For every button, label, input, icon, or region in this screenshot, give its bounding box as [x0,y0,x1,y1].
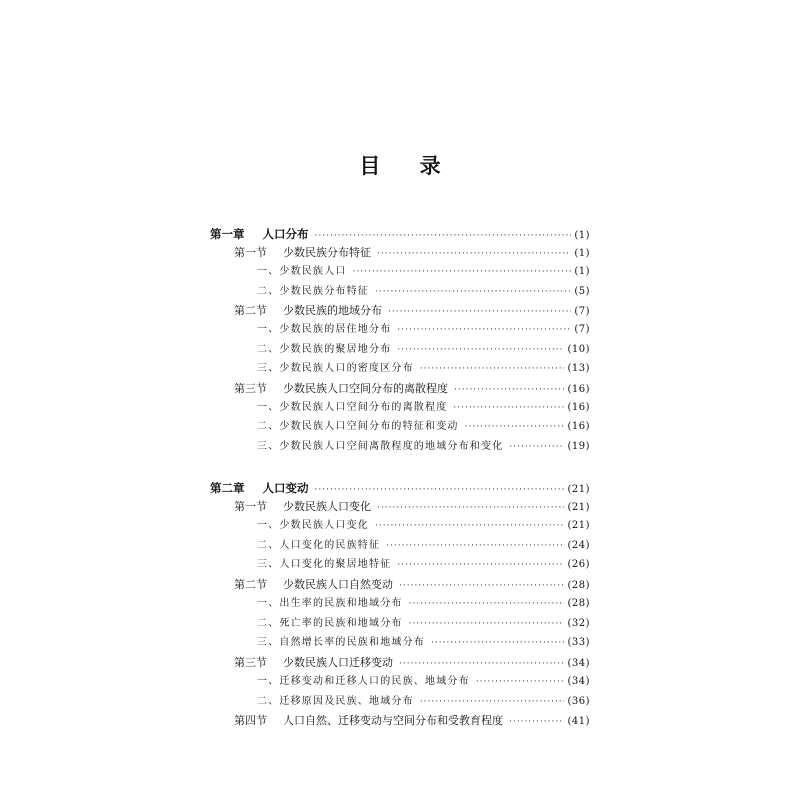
item-title: 一、少数民族的居住地分布 [257,324,392,335]
page-number: (34) [567,676,590,687]
page-number: (16) [567,402,590,413]
item-title: 二、少数民族的聚居地分布 [257,344,392,355]
leader-dots [375,283,571,301]
section-number: 第一节 [234,500,267,513]
item-title: 一、少数民族人口变化 [257,520,369,531]
item-title: 二、死亡率的民族和地域分布 [257,618,403,629]
page-number: (28) [567,580,590,591]
page-number: (24) [567,540,590,551]
section-number: 第二节 [234,578,267,591]
page-number: (21) [567,520,590,531]
chapter-number: 第二章 [210,481,245,495]
item-title: 二、迁移原因及民族、地域分布 [257,696,414,707]
page-number: (26) [567,559,590,570]
leader-dots [509,438,564,456]
leader-dots [397,341,564,359]
toc-item [257,360,590,378]
page-number: (16) [567,421,590,432]
page-number: (1) [574,248,590,259]
item-title: 三、少数民族人口的密度区分布 [257,363,414,374]
toc-section [234,712,590,730]
leader-dots [315,227,572,243]
leader-dots [420,360,565,378]
page-number: (21) [567,502,590,513]
page-number: (16) [567,384,590,395]
section-title: 少数民族分布特征 [283,246,371,259]
toc-chapter [210,225,590,243]
leader-dots [409,595,565,613]
toc-item [257,634,590,652]
toc-entry-label [234,712,503,730]
leader-dots [375,517,564,535]
leader-dots [454,381,564,398]
leader-dots [399,655,564,672]
page-number: (1) [574,230,590,241]
toc-entry-label [234,498,371,516]
page-number: (33) [567,637,590,648]
toc-item [257,517,590,535]
leader-dots [509,713,564,730]
leader-dots [453,399,564,417]
page-number: (28) [567,598,590,609]
leader-dots [420,693,565,711]
leader-dots [409,615,565,633]
section-number: 第三节 [234,656,267,669]
toc-entry-label [234,380,448,398]
page-title: 目 录 [359,153,457,178]
toc-item [257,556,590,574]
toc-item [257,615,590,633]
leader-dots [397,321,571,339]
toc-item [257,595,590,613]
leader-dots [386,537,564,555]
toc-item [257,438,590,456]
toc-item [257,537,590,555]
toc-chapter [210,479,590,497]
page-number: (41) [567,716,590,727]
section-title: 少数民族人口迁移变动 [283,656,393,669]
leader-dots [315,481,565,497]
toc-entry-label [210,479,309,497]
toc-item [257,341,590,359]
toc-item [257,321,590,339]
section-title: 少数民族人口空间分布的离散程度 [283,382,448,395]
toc-section [234,576,590,594]
toc-item [257,263,590,281]
toc-entry-label [234,576,393,594]
page-number: (19) [567,441,590,452]
item-title: 三、少数民族人口空间离散程度的地域分布和变化 [257,441,504,452]
leader-dots [397,556,564,574]
section-title: 少数民族的地域分布 [283,304,382,317]
leader-dots [476,673,565,691]
section-number: 第三节 [234,382,267,395]
section-title: 人口自然、迁移变动与空间分布和受教育程度 [283,714,503,727]
page-number: (34) [567,658,590,669]
leader-dots [377,499,564,516]
section-number: 第二节 [234,304,267,317]
toc-item [257,418,590,436]
chapter-title: 人口变动 [262,481,309,495]
toc-entry-label [234,244,371,262]
toc-item [257,673,590,691]
page-number: (32) [567,618,590,629]
leader-dots [377,245,571,262]
toc-section [234,498,590,516]
page-number: (13) [567,363,590,374]
page-number: (7) [574,324,590,335]
page-number: (21) [567,484,590,495]
leader-dots [465,418,565,436]
item-title: 二、少数民族人口空间分布的特征和变动 [257,421,459,432]
section-title: 少数民族人口变化 [283,500,371,513]
leader-dots [399,577,564,594]
item-title: 一、出生率的民族和地域分布 [257,598,403,609]
toc-item [257,693,590,711]
page-number: (5) [574,286,590,297]
leader-dots [353,263,572,281]
page-number: (7) [574,306,590,317]
toc-item [257,399,590,417]
item-title: 一、少数民族人口空间分布的离散程度 [257,402,448,413]
section-number: 第四节 [234,714,267,727]
item-title: 二、少数民族分布特征 [257,286,369,297]
leader-dots [388,303,571,320]
toc-section [234,380,590,398]
item-title: 三、自然增长率的民族和地域分布 [257,637,425,648]
chapter-number: 第一章 [210,227,245,241]
toc-section [234,302,590,320]
item-title: 三、人口变化的聚居地特征 [257,559,392,570]
section-title: 少数民族人口自然变动 [283,578,393,591]
item-title: 一、迁移变动和迁移人口的民族、地域分布 [257,676,470,687]
page-number: (1) [574,266,590,277]
leader-dots [431,634,564,652]
item-title: 二、人口变化的民族特征 [257,540,381,551]
toc-section [234,244,590,262]
toc-section [234,654,590,672]
chapter-title: 人口分布 [262,227,309,241]
toc-entry-label [234,302,382,320]
page-number: (10) [567,344,590,355]
toc-entry-label [234,654,393,672]
toc-item [257,283,590,301]
toc-entry-label [210,225,309,243]
section-number: 第一节 [234,246,267,259]
page-number: (36) [567,696,590,707]
item-title: 一、少数民族人口 [257,266,347,277]
